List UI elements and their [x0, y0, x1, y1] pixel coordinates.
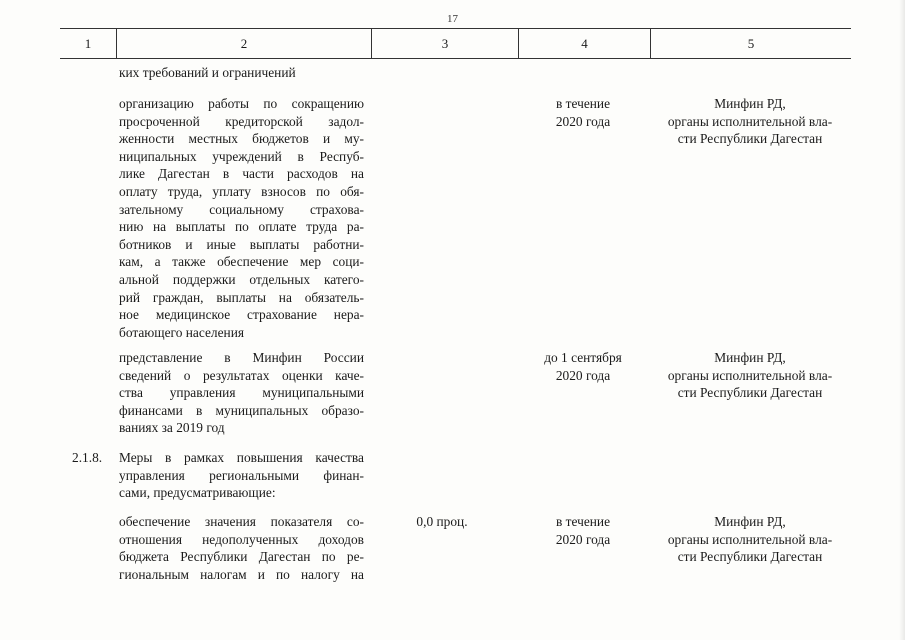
row-3-deadline-1: 2020 года [555, 531, 611, 547]
row-0-line-8: ботников и иные выплаты работни- [119, 236, 364, 252]
row-0-line-2: женности местных бюджетов и му- [119, 131, 364, 147]
row-1-responsible-2: сти Республики Дагестан [677, 385, 823, 401]
row-3-responsible [650, 513, 850, 566]
header-col-3: 3 [372, 29, 519, 58]
row-3-responsible-0: Минфин РД, [714, 514, 786, 529]
row-1-responsible-1: органы исполнительной вла- [667, 367, 833, 383]
row-0-responsible-0: Минфин РД, [714, 96, 786, 111]
row-1-line-4: ваниях за 2019 год [119, 420, 225, 436]
row-1-deadline-0: до 1 сентября [544, 350, 622, 365]
row-1-responsible [650, 349, 850, 402]
row-3-indicator-value: 0,0 проц. [416, 514, 468, 529]
row-3-line-1: отношения недополученных доходов [119, 531, 364, 547]
row-3-responsible-1: органы исполнительной вла- [667, 531, 833, 547]
row-2-description [119, 449, 364, 502]
row-0-line-4: лике Дагестан в части расходов на [119, 166, 364, 182]
page-number: 17 [447, 13, 458, 25]
row-2-line-2: сами, предусматривающие: [119, 485, 276, 501]
row-1-deadline-1: 2020 года [555, 367, 611, 383]
row-3-indicator [382, 513, 502, 531]
row-0-description [119, 95, 364, 341]
row-0-deadline-0: в течение [555, 96, 611, 111]
row-0-responsible-2: сти Республики Дагестан [677, 131, 823, 147]
row-3-line-3: гиональным налогам и по налогу на [119, 566, 364, 582]
row-0-line-11: рий граждан, выплаты на обязатель- [119, 289, 364, 305]
row-0-responsible [650, 95, 850, 148]
header-col-1: 1 [60, 29, 117, 58]
row-2-number: 2.1.8. [72, 450, 103, 465]
row-0-line-13: ботающего населения [119, 324, 245, 340]
row-3-description [119, 513, 364, 583]
header-col-5: 5 [747, 36, 755, 51]
intro-fragment [119, 64, 364, 82]
row-1-line-2: ства управления муниципальными [119, 385, 364, 401]
header-col-2: 2 [117, 29, 372, 58]
row-1-deadline [520, 349, 646, 384]
scan-edge-shadow [899, 0, 905, 640]
row-0-deadline [520, 95, 646, 130]
header-col-4: 4 [519, 29, 651, 58]
row-3-deadline [520, 513, 646, 548]
row-3-responsible-2: сти Республики Дагестан [677, 549, 823, 565]
row-0-line-5: оплату труда, уплату взносов по обя- [119, 183, 364, 199]
intro-fragment-text: ких требований и ограничений [119, 65, 296, 80]
row-0-line-12: ное медицинское страхование нера- [119, 307, 364, 323]
row-2-line-0: Меры в рамках повышения качества [119, 450, 364, 465]
row-1-responsible-0: Минфин РД, [714, 350, 786, 365]
row-0-line-7: нию на выплаты по оплате труда ра- [119, 219, 364, 235]
row-3-deadline-0: в течение [555, 514, 611, 529]
row-0-line-0: организацию работы по сокращению [119, 96, 364, 111]
row-0-deadline-1: 2020 года [555, 113, 611, 129]
row-0-line-6: зательному социальному страхова- [119, 201, 364, 217]
table-header [60, 28, 851, 59]
row-0-line-9: кам, а также обеспечение мер соци- [119, 254, 364, 270]
row-0-line-1: просроченной кредиторской задол- [119, 113, 364, 129]
row-0-line-3: ниципальных учреждений в Респуб- [119, 148, 364, 164]
row-2-line-1: управления региональными финан- [119, 467, 364, 483]
row-3-line-2: бюджета Республики Дагестан по ре- [119, 549, 364, 565]
row-1-line-1: сведений о результатах оценки каче- [119, 367, 364, 383]
row-1-description [119, 349, 364, 437]
row-1-line-3: финансами в муниципальных образо- [119, 402, 364, 418]
row-0-responsible-1: органы исполнительной вла- [667, 113, 833, 129]
row-1-line-0: представление в Минфин России [119, 350, 364, 365]
row-0-line-10: альной поддержки отдельных катего- [119, 271, 364, 287]
row-3-line-0: обеспечение значения показателя со- [119, 514, 364, 529]
